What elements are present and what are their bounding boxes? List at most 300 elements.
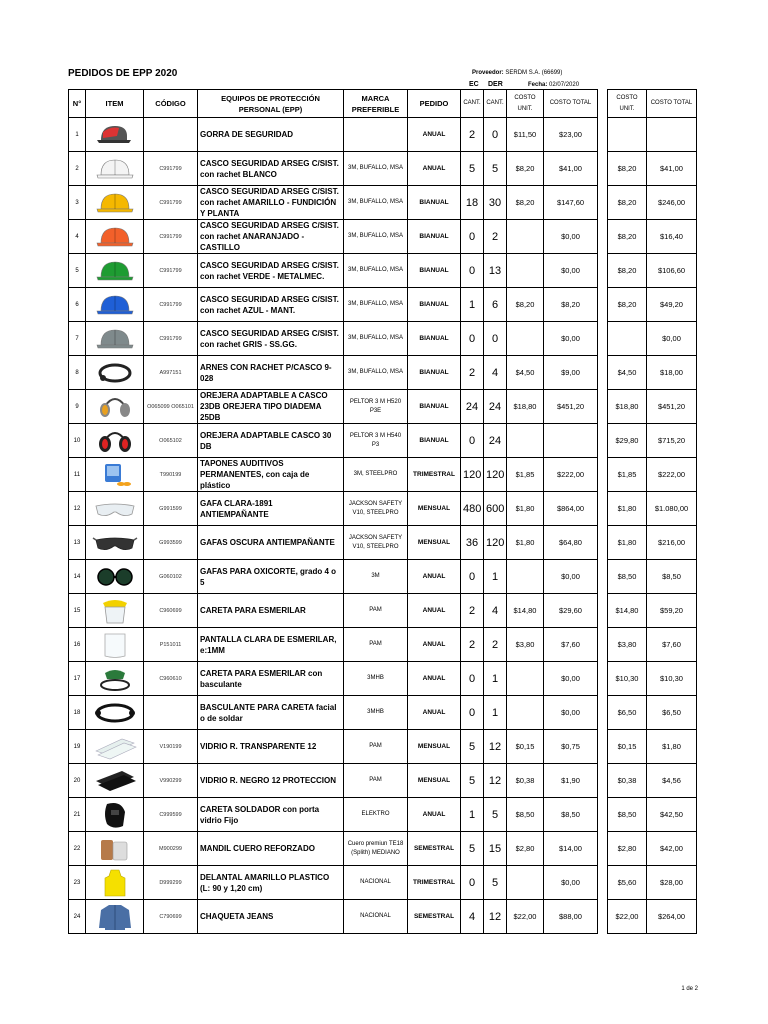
qty-ec: 0 — [461, 254, 484, 288]
item-code: T990199 — [144, 458, 198, 492]
item-pedido: BIANUAL — [408, 288, 461, 322]
item-code: V190199 — [144, 730, 198, 764]
item-brand: 3M, BUFALLO, MSA — [344, 254, 408, 288]
dark-glasses-icon — [86, 530, 143, 556]
unit-cost-ec: $8,20 — [507, 288, 544, 322]
total-cost-der: $41,00 — [647, 152, 697, 186]
row-number: 14 — [69, 560, 86, 594]
unit-cost-ec: $18,80 — [507, 390, 544, 424]
item-image — [86, 390, 144, 424]
item-pedido: MENSUAL — [408, 492, 461, 526]
item-description: CASCO SEGURIDAD ARSEG C/SIST. con rachet AMARILLO - FUNDICIÓN Y PLANTA — [198, 186, 344, 220]
der-cost-row — [608, 118, 697, 152]
der-cost-row — [608, 866, 697, 900]
qty-ec: 2 — [461, 594, 484, 628]
total-cost-ec: $864,00 — [544, 492, 598, 526]
qty-der: 2 — [484, 628, 507, 662]
item-pedido: BIANUAL — [408, 424, 461, 458]
unit-cost-ec — [507, 662, 544, 696]
unit-cost-ec — [507, 866, 544, 900]
unit-cost-ec: $1,80 — [507, 526, 544, 560]
qty-ec: 1 — [461, 798, 484, 832]
unit-cost-der: $8,20 — [608, 220, 647, 254]
total-cost-ec: $88,00 — [544, 900, 598, 934]
table-row — [69, 288, 598, 322]
row-number: 19 — [69, 730, 86, 764]
qty-der: 1 — [484, 696, 507, 730]
qty-ec: 0 — [461, 424, 484, 458]
der-cost-row — [608, 832, 697, 866]
proveedor — [472, 70, 562, 76]
unit-cost-ec: $1,85 — [507, 458, 544, 492]
total-cost-der: $59,20 — [647, 594, 697, 628]
total-cost-der — [647, 118, 697, 152]
item-pedido: BIANUAL — [408, 254, 461, 288]
table-row — [69, 662, 598, 696]
der-cost-row — [608, 492, 697, 526]
item-pedido: BIANUAL — [408, 220, 461, 254]
qty-der: 13 — [484, 254, 507, 288]
item-pedido: MENSUAL — [408, 730, 461, 764]
epp-table — [68, 89, 598, 934]
qty-ec: 480 — [461, 492, 484, 526]
unit-cost-der: $8,50 — [608, 798, 647, 832]
item-pedido: SEMESTRAL — [408, 832, 461, 866]
table-row — [69, 390, 598, 424]
total-cost-ec: $14,00 — [544, 832, 598, 866]
table-row — [69, 764, 598, 798]
qty-ec: 0 — [461, 662, 484, 696]
table-row — [69, 866, 598, 900]
item-code: O065102 — [144, 424, 198, 458]
qty-der: 120 — [484, 458, 507, 492]
unit-cost-ec — [507, 424, 544, 458]
row-number: 12 — [69, 492, 86, 526]
der-cost-table — [607, 89, 697, 934]
der-cost-row — [608, 798, 697, 832]
harness-icon — [86, 360, 143, 386]
unit-cost-ec: $3,80 — [507, 628, 544, 662]
total-cost-ec: $0,00 — [544, 662, 598, 696]
item-code: C790699 — [144, 900, 198, 934]
der-cost-row — [608, 900, 697, 934]
unit-cost-der: $2,80 — [608, 832, 647, 866]
item-brand: NACIONAL — [344, 900, 408, 934]
row-number: 20 — [69, 764, 86, 798]
row-number: 4 — [69, 220, 86, 254]
table-row — [69, 696, 598, 730]
orange-helmet-icon — [86, 224, 143, 250]
item-code: M900299 — [144, 832, 198, 866]
unit-cost-ec: $4,50 — [507, 356, 544, 390]
item-pedido: BIANUAL — [408, 356, 461, 390]
unit-cost-der: $1,85 — [608, 458, 647, 492]
total-cost-der: $10,30 — [647, 662, 697, 696]
yellow-apron-icon — [86, 868, 143, 898]
row-number: 18 — [69, 696, 86, 730]
item-image — [86, 356, 144, 390]
table-row — [69, 492, 598, 526]
row-number: 6 — [69, 288, 86, 322]
cap-icon — [86, 122, 143, 148]
unit-cost-der: $5,60 — [608, 866, 647, 900]
item-description: OREJERA ADAPTABLE CASCO 30 DB — [198, 424, 344, 458]
total-cost-der: $715,20 — [647, 424, 697, 458]
row-number: 22 — [69, 832, 86, 866]
total-cost-der: $4,56 — [647, 764, 697, 798]
header-costo-unit: COSTO UNIT. — [507, 90, 544, 118]
row-number: 10 — [69, 424, 86, 458]
total-cost-ec: $0,75 — [544, 730, 598, 764]
der-cost-row — [608, 220, 697, 254]
qty-der: 24 — [484, 390, 507, 424]
table-row — [69, 526, 598, 560]
header-num: N° — [69, 90, 86, 118]
proveedor-value: SERDM S.A. (66699) — [505, 70, 563, 76]
item-description: CASCO SEGURIDAD ARSEG C/SIST. con rachet ANARANJADO - CASTILLO — [198, 220, 344, 254]
der-cost-row — [608, 288, 697, 322]
item-code: D999299 — [144, 866, 198, 900]
qty-der: 5 — [484, 866, 507, 900]
table-row — [69, 322, 598, 356]
qty-der: 6 — [484, 288, 507, 322]
item-pedido: BIANUAL — [408, 186, 461, 220]
total-cost-der: $49,20 — [647, 288, 697, 322]
qty-der: 12 — [484, 764, 507, 798]
page-number: 1 de 2 — [681, 986, 698, 992]
header-item: ITEM — [86, 90, 144, 118]
gray-helmet-icon — [86, 326, 143, 352]
header-costo-unit-der: COSTO UNIT. — [608, 90, 647, 118]
item-code: C991799 — [144, 186, 198, 220]
item-code: G060102 — [144, 560, 198, 594]
row-number: 3 — [69, 186, 86, 220]
document-title: PEDIDOS DE EPP 2020 — [68, 68, 178, 79]
item-image — [86, 526, 144, 560]
total-cost-ec: $7,60 — [544, 628, 598, 662]
unit-cost-ec — [507, 254, 544, 288]
qty-der: 24 — [484, 424, 507, 458]
qty-der: 120 — [484, 526, 507, 560]
item-description: TAPONES AUDITIVOS PERMANENTES, con caja de plástico — [198, 458, 344, 492]
earplug-icon — [86, 462, 143, 488]
row-number: 11 — [69, 458, 86, 492]
qty-der: 30 — [484, 186, 507, 220]
unit-cost-ec — [507, 322, 544, 356]
header-pedido: PEDIDO — [408, 90, 461, 118]
item-description: ARNES CON RACHET P/CASCO 9-028 — [198, 356, 344, 390]
qty-ec: 0 — [461, 220, 484, 254]
qty-der: 1 — [484, 662, 507, 696]
item-image — [86, 798, 144, 832]
table-row — [69, 594, 598, 628]
header-equipos: EQUIPOS DE PROTECCIÓN PERSONAL (EPP) — [198, 90, 344, 118]
total-cost-ec: $0,00 — [544, 696, 598, 730]
der-cost-row — [608, 254, 697, 288]
der-cost-row — [608, 356, 697, 390]
proveedor-label: Proveedor: — [472, 70, 504, 76]
oxycut-goggles-icon — [86, 564, 143, 590]
item-code: C999599 — [144, 798, 198, 832]
qty-ec: 120 — [461, 458, 484, 492]
total-cost-der: $7,60 — [647, 628, 697, 662]
header-codigo: CÓDIGO — [144, 90, 198, 118]
item-brand: 3M, STEELPRO — [344, 458, 408, 492]
qty-ec: 0 — [461, 696, 484, 730]
total-cost-der: $216,00 — [647, 526, 697, 560]
item-code: A997151 — [144, 356, 198, 390]
total-cost-der: $451,20 — [647, 390, 697, 424]
total-cost-der: $1.080,00 — [647, 492, 697, 526]
qty-ec: 0 — [461, 866, 484, 900]
row-number: 5 — [69, 254, 86, 288]
item-pedido: ANUAL — [408, 798, 461, 832]
unit-cost-ec: $0,15 — [507, 730, 544, 764]
total-cost-der: $1,80 — [647, 730, 697, 764]
total-cost-der: $106,60 — [647, 254, 697, 288]
row-number: 16 — [69, 628, 86, 662]
total-cost-ec: $147,60 — [544, 186, 598, 220]
table-row — [69, 900, 598, 934]
fecha-value: 02/07/2020 — [549, 82, 580, 88]
table-row — [69, 118, 598, 152]
item-brand: PELTOR 3 M H520 P3E — [344, 390, 408, 424]
unit-cost-ec: $0,38 — [507, 764, 544, 798]
total-cost-ec: $8,20 — [544, 288, 598, 322]
row-number: 8 — [69, 356, 86, 390]
qty-ec: 5 — [461, 152, 484, 186]
item-description: VIDRIO R. NEGRO 12 PROTECCION — [198, 764, 344, 798]
qty-ec: 4 — [461, 900, 484, 934]
item-brand: 3M, BUFALLO, MSA — [344, 322, 408, 356]
unit-cost-der: $1,80 — [608, 526, 647, 560]
fecha — [528, 82, 579, 88]
table-row — [69, 628, 598, 662]
dark-glass-plate-icon — [86, 767, 143, 795]
unit-cost-ec — [507, 220, 544, 254]
unit-cost-der: $14,80 — [608, 594, 647, 628]
total-cost-der: $28,00 — [647, 866, 697, 900]
earmuff-red-icon — [86, 428, 143, 454]
item-description: VIDRIO R. TRANSPARENTE 12 — [198, 730, 344, 764]
item-code: C991799 — [144, 220, 198, 254]
table-row — [69, 152, 598, 186]
item-pedido: BIANUAL — [408, 322, 461, 356]
unit-cost-der — [608, 118, 647, 152]
item-description: CARETA PARA ESMERILAR — [198, 594, 344, 628]
headgear-icon — [86, 699, 143, 727]
der-cost-row — [608, 526, 697, 560]
header-cant-der: CANT. — [484, 90, 507, 118]
item-pedido: BIANUAL — [408, 390, 461, 424]
row-number: 24 — [69, 900, 86, 934]
total-cost-ec: $64,80 — [544, 526, 598, 560]
yellow-helmet-icon — [86, 190, 143, 216]
unit-cost-ec: $2,80 — [507, 832, 544, 866]
item-brand — [344, 118, 408, 152]
item-image — [86, 254, 144, 288]
item-brand: 3M, BUFALLO, MSA — [344, 152, 408, 186]
item-description: CHAQUETA JEANS — [198, 900, 344, 934]
total-cost-der: $8,50 — [647, 560, 697, 594]
item-image — [86, 696, 144, 730]
total-cost-ec: $0,00 — [544, 560, 598, 594]
total-cost-der: $0,00 — [647, 322, 697, 356]
item-description: GORRA DE SEGURIDAD — [198, 118, 344, 152]
item-code: P151011 — [144, 628, 198, 662]
item-brand: 3M, BUFALLO, MSA — [344, 220, 408, 254]
total-cost-ec: $451,20 — [544, 390, 598, 424]
row-number: 7 — [69, 322, 86, 356]
item-image — [86, 152, 144, 186]
unit-cost-ec: $8,20 — [507, 152, 544, 186]
header-costo-total: COSTO TOTAL — [544, 90, 598, 118]
item-pedido: ANUAL — [408, 152, 461, 186]
unit-cost-der — [608, 322, 647, 356]
der-cost-row — [608, 152, 697, 186]
qty-ec: 5 — [461, 832, 484, 866]
item-description: CARETA SOLDADOR con porta vidrio Fijo — [198, 798, 344, 832]
unit-cost-der: $3,80 — [608, 628, 647, 662]
table-row — [69, 254, 598, 288]
item-brand: PAM — [344, 594, 408, 628]
item-brand: JACKSON SAFETY V10, STEELPRO — [344, 492, 408, 526]
qty-der: 12 — [484, 900, 507, 934]
row-number: 1 — [69, 118, 86, 152]
qty-der: 4 — [484, 594, 507, 628]
qty-der: 15 — [484, 832, 507, 866]
item-image — [86, 424, 144, 458]
item-code: V990299 — [144, 764, 198, 798]
der-cost-row — [608, 186, 697, 220]
row-number: 2 — [69, 152, 86, 186]
white-helmet-icon — [86, 156, 143, 182]
row-number: 9 — [69, 390, 86, 424]
item-image — [86, 322, 144, 356]
qty-ec: 0 — [461, 560, 484, 594]
item-code: C991799 — [144, 322, 198, 356]
item-image — [86, 118, 144, 152]
item-code: G993599 — [144, 526, 198, 560]
item-code — [144, 118, 198, 152]
unit-cost-der: $8,20 — [608, 288, 647, 322]
item-code: C960610 — [144, 662, 198, 696]
row-number: 13 — [69, 526, 86, 560]
table-row — [69, 186, 598, 220]
item-image — [86, 764, 144, 798]
unit-cost-ec: $14,80 — [507, 594, 544, 628]
item-pedido: TRIMESTRAL — [408, 458, 461, 492]
item-description: CASCO SEGURIDAD ARSEG C/SIST. con rachet AZUL - MANT. — [198, 288, 344, 322]
table-row — [69, 356, 598, 390]
total-cost-ec: $0,00 — [544, 254, 598, 288]
item-brand: PAM — [344, 764, 408, 798]
item-description: CASCO SEGURIDAD ARSEG C/SIST. con rachet GRIS - SS.GG. — [198, 322, 344, 356]
item-brand: PAM — [344, 730, 408, 764]
item-image — [86, 288, 144, 322]
item-pedido: ANUAL — [408, 662, 461, 696]
unit-cost-ec: $8,20 — [507, 186, 544, 220]
table-row — [69, 730, 598, 764]
total-cost-ec: $23,00 — [544, 118, 598, 152]
item-description: CARETA PARA ESMERILAR con basculante — [198, 662, 344, 696]
der-cost-row — [608, 560, 697, 594]
unit-cost-ec: $22,00 — [507, 900, 544, 934]
item-pedido: MENSUAL — [408, 526, 461, 560]
item-image — [86, 628, 144, 662]
item-pedido: ANUAL — [408, 628, 461, 662]
clear-glasses-icon — [86, 496, 143, 522]
der-cost-row — [608, 730, 697, 764]
table-row — [69, 832, 598, 866]
unit-cost-der: $1,80 — [608, 492, 647, 526]
table-row — [69, 560, 598, 594]
der-cost-row — [608, 390, 697, 424]
item-image — [86, 832, 144, 866]
qty-ec: 18 — [461, 186, 484, 220]
der-cost-row — [608, 696, 697, 730]
clear-glass-plate-icon — [86, 733, 143, 761]
item-brand: PAM — [344, 628, 408, 662]
item-pedido: ANUAL — [408, 560, 461, 594]
der-cost-row — [608, 662, 697, 696]
unit-cost-der: $4,50 — [608, 356, 647, 390]
total-cost-ec: $1,90 — [544, 764, 598, 798]
item-code — [144, 696, 198, 730]
item-brand: 3MHB — [344, 696, 408, 730]
unit-cost-der: $29,80 — [608, 424, 647, 458]
item-brand: 3MHB — [344, 662, 408, 696]
item-image — [86, 560, 144, 594]
qty-ec: 2 — [461, 356, 484, 390]
item-image — [86, 866, 144, 900]
total-cost-ec: $0,00 — [544, 322, 598, 356]
total-cost-der: $16,40 — [647, 220, 697, 254]
item-image — [86, 458, 144, 492]
item-code: C991799 — [144, 254, 198, 288]
total-cost-ec: $0,00 — [544, 866, 598, 900]
qty-der: 600 — [484, 492, 507, 526]
qty-ec: 2 — [461, 118, 484, 152]
earmuff-icon — [86, 394, 143, 420]
table-row — [69, 458, 598, 492]
unit-cost-der: $6,50 — [608, 696, 647, 730]
item-code: C991799 — [144, 152, 198, 186]
qty-ec: 24 — [461, 390, 484, 424]
qty-der: 5 — [484, 152, 507, 186]
jean-jacket-icon — [86, 902, 143, 932]
unit-cost-der: $8,20 — [608, 152, 647, 186]
total-cost-der: $246,00 — [647, 186, 697, 220]
total-cost-der: $264,00 — [647, 900, 697, 934]
item-image — [86, 730, 144, 764]
total-cost-ec: $222,00 — [544, 458, 598, 492]
der-cost-row — [608, 322, 697, 356]
total-cost-der: $222,00 — [647, 458, 697, 492]
item-pedido: ANUAL — [408, 118, 461, 152]
row-number: 17 — [69, 662, 86, 696]
welding-helmet-icon — [86, 800, 143, 830]
qty-ec: 2 — [461, 628, 484, 662]
qty-der: 0 — [484, 322, 507, 356]
item-brand: 3M, BUFALLO, MSA — [344, 356, 408, 390]
qty-der: 4 — [484, 356, 507, 390]
item-code: C991799 — [144, 288, 198, 322]
qty-ec: 5 — [461, 730, 484, 764]
unit-cost-der: $22,00 — [608, 900, 647, 934]
item-image — [86, 492, 144, 526]
row-number: 21 — [69, 798, 86, 832]
